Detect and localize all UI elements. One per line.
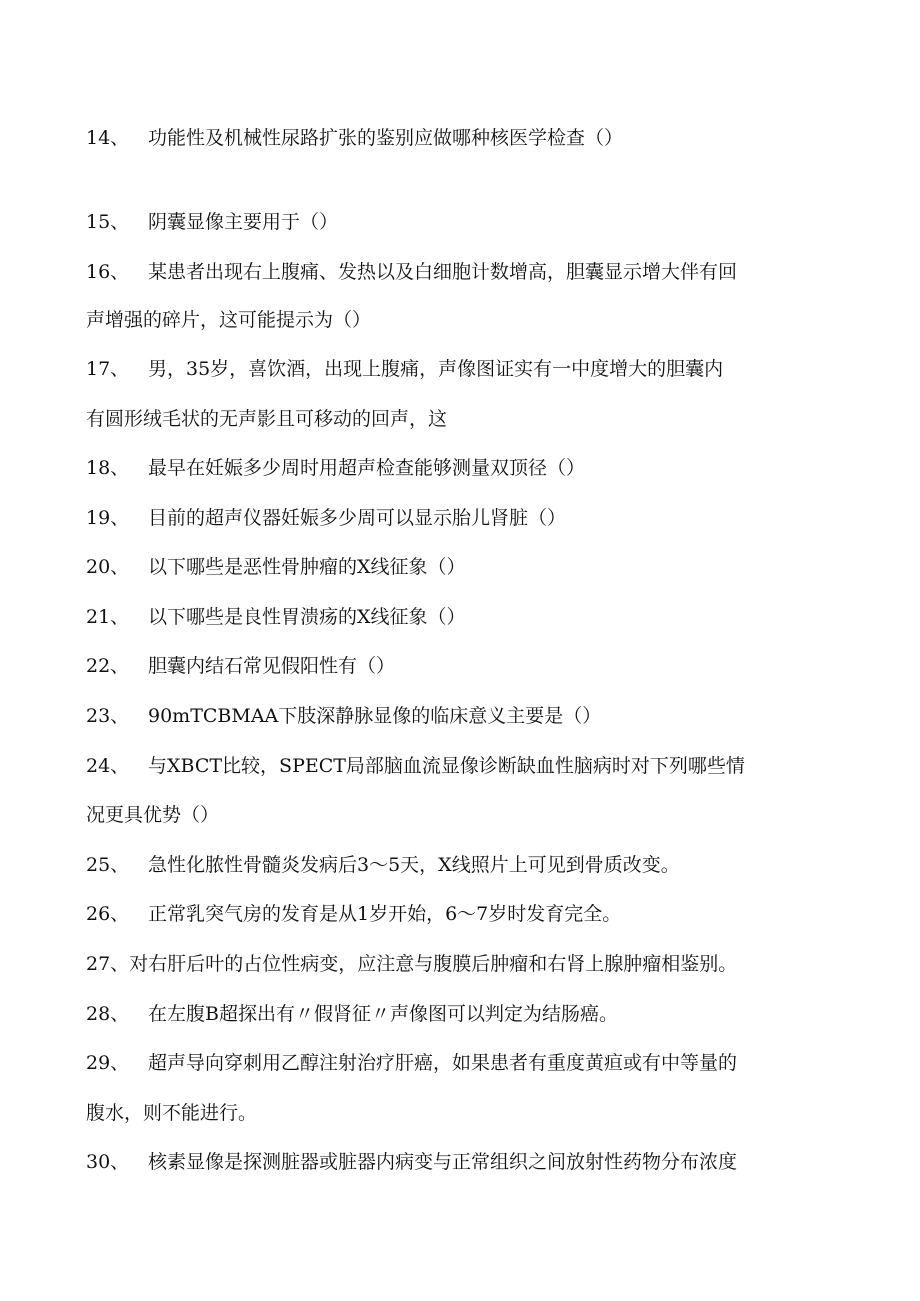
- question-number: 15、: [86, 211, 130, 233]
- question-17: [86, 357, 826, 381]
- question-29: [86, 1051, 826, 1075]
- question-14: [86, 126, 826, 150]
- question-19: [86, 506, 826, 530]
- question-text: 在左腹B超探出有〃假肾征〃声像图可以判定为结肠癌。: [148, 1003, 618, 1025]
- question-text: 急性化脓性骨髓炎发病后3～5天，X线照片上可见到骨质改变。: [148, 854, 680, 876]
- question-text: 以下哪些是恶性骨肿瘤的X线征象（）: [148, 556, 466, 578]
- question-26: [86, 902, 826, 926]
- question-number: 20、: [86, 556, 130, 578]
- question-text: 男，35岁，喜饮酒，出现上腹痛，声像图证实有一中度增大的胆囊内: [148, 358, 724, 380]
- question-text: 目前的超声仪器妊娠多少周可以显示胎儿肾脏（）: [148, 507, 567, 529]
- question-27: [86, 952, 826, 976]
- question-number: 28、: [86, 1003, 130, 1025]
- question-number: 30、: [86, 1151, 130, 1173]
- question-30: [86, 1150, 826, 1174]
- question-text: 声增强的碎片，这可能提示为（）: [86, 309, 372, 331]
- question-text: 以下哪些是良性胃溃疡的X线征象（）: [148, 606, 466, 628]
- question-25: [86, 853, 826, 877]
- question-number: 23、: [86, 705, 130, 727]
- question-number: 17、: [86, 358, 130, 380]
- question-24: [86, 754, 826, 778]
- question-number: 14、: [86, 127, 130, 149]
- question-28: [86, 1002, 826, 1026]
- question-number: 27、: [86, 953, 130, 975]
- question-number: 26、: [86, 903, 130, 925]
- question-text: 核素显像是探测脏器或脏器内病变与正常组织之间放射性药物分布浓度: [148, 1151, 738, 1173]
- question-number: 25、: [86, 854, 130, 876]
- question-number: 29、: [86, 1052, 130, 1074]
- question-23: [86, 704, 826, 728]
- question-text: 对右肝后叶的占位性病变，应注意与腹膜后肿瘤和右肾上腺肿瘤相鉴别。: [129, 953, 738, 975]
- question-number: 21、: [86, 606, 130, 628]
- question-18: [86, 456, 826, 480]
- question-text: 某患者出现右上腹痛、发热以及白细胞计数增高，胆囊显示增大伴有回: [148, 261, 738, 283]
- question-text: 腹水，则不能进行。: [86, 1102, 258, 1124]
- question-text: 正常乳突气房的发育是从1岁开始，6～7岁时发育完全。: [148, 903, 622, 925]
- question-16: [86, 260, 826, 284]
- question-text: 与XBCT比较，SPECT局部脑血流显像诊断缺血性脑病时对下列哪些情: [148, 755, 745, 777]
- question-21: [86, 605, 826, 629]
- question-number: 19、: [86, 507, 130, 529]
- question-text: 超声导向穿刺用乙醇注射治疗肝癌，如果患者有重度黄疸或有中等量的: [148, 1052, 738, 1074]
- question-text: 况更具优势（）: [86, 804, 220, 826]
- question-20: [86, 555, 826, 579]
- question-text: 阴囊显像主要用于（）: [148, 211, 339, 233]
- question-17-continued: [86, 407, 826, 431]
- question-22: [86, 654, 826, 678]
- question-text: 90mTCBMAA下肢深静脉显像的临床意义主要是（）: [148, 705, 602, 727]
- question-text: 有圆形绒毛状的无声影且可移动的回声，这: [86, 408, 448, 430]
- question-29-continued: [86, 1101, 826, 1125]
- question-15: [86, 210, 826, 234]
- question-text: 胆囊内结石常见假阳性有（）: [148, 655, 396, 677]
- question-number: 18、: [86, 457, 130, 479]
- question-16-continued: [86, 308, 826, 332]
- question-text: 最早在妊娠多少周时用超声检查能够测量双顶径（）: [148, 457, 586, 479]
- question-text: 功能性及机械性尿路扩张的鉴别应做哪种核医学检查（）: [148, 127, 624, 149]
- question-number: 16、: [86, 261, 130, 283]
- question-24-continued: [86, 803, 826, 827]
- question-number: 24、: [86, 755, 130, 777]
- question-number: 22、: [86, 655, 130, 677]
